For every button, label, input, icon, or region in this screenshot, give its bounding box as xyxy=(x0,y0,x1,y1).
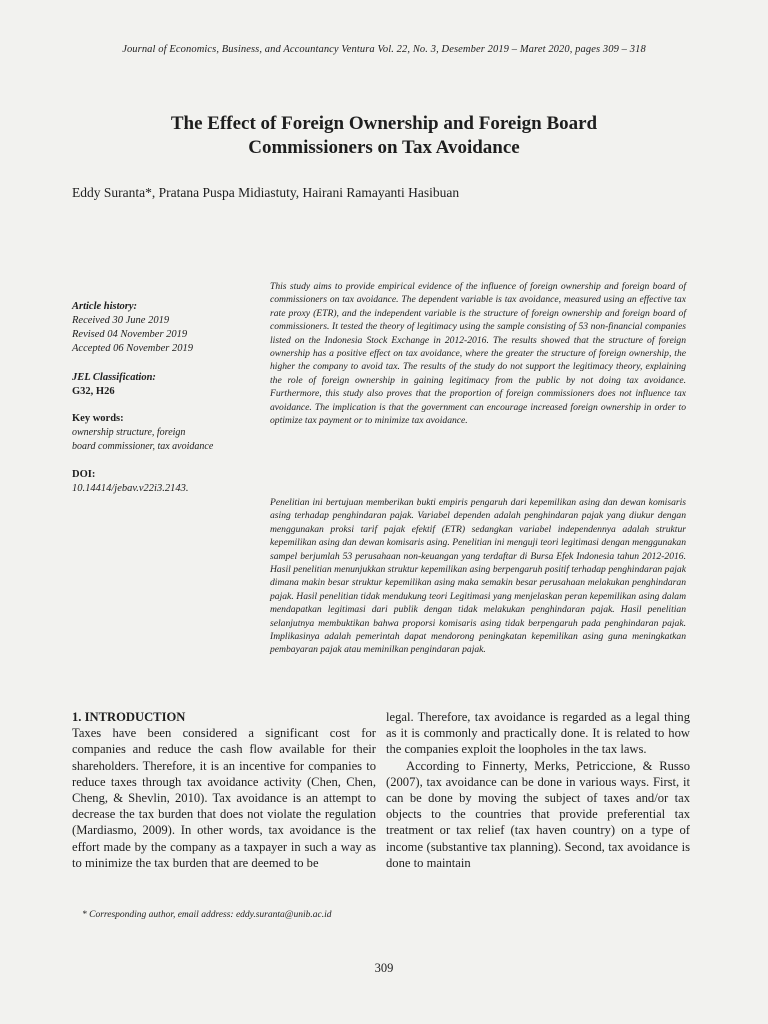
received-date: Received 30 June 2019 xyxy=(72,315,170,326)
author-list: Eddy Suranta*, Pratana Puspa Midiastuty, Hairani Ramayanti Hasibuan xyxy=(72,185,460,200)
abstract-english: This study aims to provide empirical evidence of the influence of foreign ownership and foreign board of commissioners on tax avoidance. The dependent variable is tax avoidance, measured using an effective tax rate proxy (ETR), and the independent variable is the structure of foreign ownership and foreign board of commissioners. It tested the theory of legitimacy using the sample consisting of 53 non-financial companies listed on the Indonesia Stock Exchange in 2012-2016. The results showed that the structure of foreign ownership has a positive effect on tax avoidance, where the greater the structure of foreign ownership, the higher the company to avoid tax. The results of the study do not support the legitimacy theory, explaining the role of foreign ownership in gaining legitimacy from the public by not doing tax avoidance. Furthermore, this study also proves that the proportion of foreign commissioners does not influence tax avoidance. The implication is that the government can encourage increased foreign ownership in order to optimize tax payment or to minimize tax avoidance. xyxy=(270,281,686,427)
keywords-label: Key words: xyxy=(72,413,124,424)
revised-date: Revised 04 November 2019 xyxy=(72,329,188,340)
title-line-2: Commissioners on Tax Avoidance xyxy=(248,137,520,158)
doi-link[interactable]: 10.14414/jebav.v22i3.2143. xyxy=(72,483,189,494)
article-history xyxy=(72,300,257,356)
jel-classification xyxy=(72,371,257,399)
keywords-line-1: ownership structure, foreign xyxy=(72,427,186,438)
history-label: Article history: xyxy=(72,301,138,312)
title-line-1: The Effect of Foreign Ownership and Foreign Board xyxy=(170,113,598,134)
keywords-block xyxy=(72,412,257,454)
intro-paragraph-2: legal. Therefore, tax avoidance is regarded as a legal thing as it is commonly and practically done. It is related to how the companies exploit the loopholes in the tax laws. xyxy=(386,710,690,757)
section-heading: 1. INTRODUCTION xyxy=(72,710,186,724)
journal-header: Journal of Economics, Business, and Accountancy Ventura Vol. 22, No. 3, Desember 2019 – Maret 2020, pages 309 – 318 xyxy=(122,44,646,55)
abstract-indonesian: Penelitian ini bertujuan memberikan bukti empiris pengaruh dari kepemilikan asing dan dewan komisaris asing terhadap penghindaran pajak. Variabel dependen adalah penghindaran pajak yang diukur dengan menggunakan proksi tarif pajak efektif (ETR) sedangkan variabel independennya adalah struktur kepemilikan asing dan dewan komisaris asing. Penelitian ini menguji teori legitimasi dengan menggunakan sampel berjumlah 53 perusahaan non-keuangan yang terdaftar di Bursa Efek Indonesia tahun 2012-2016. Hasil penelitian menunjukkan struktur kepemilikan asing berpengaruh positif terhadap penghindaran pajak dimana makin besar struktur kepemilikan asing maka semakin besar perusahaan melakukan penghindaran pajak. Hasil penelitian tidak mendukung teori Legitimasi yang menjelaskan peran kepemilikan asing dalam mendapatkan legitimasi dari publik dengan tidak melakukan penghindaran pajak. Hasil penelitian selanjutnya membuktikan bahwa proporsi komisaris asing tidak berpengaruh pada penghindaran pajak. Implikasinya adalah pemerintah dapat mendorong peningkatan kepemilikan asing guna meningkatkan pembayaran pajak atau meminilkan pengindaran pajak. xyxy=(270,497,686,656)
left-column xyxy=(72,709,376,871)
doi-block xyxy=(72,468,257,496)
corresponding-author-footnote: * Corresponding author, email address: eddy.suranta@unib.ac.id xyxy=(82,910,332,920)
intro-paragraph-3: According to Finnerty, Merks, Petriccione, & Russo (2007), tax avoidance can be done in various ways. First, it can be done by moving the subject of taxes and/or tax objects to the countries that provide preferential tax treatment or tax relief (tax haven country) on a type of income (substantive tax planning). Second, tax avoidance is done to maintain xyxy=(386,758,690,870)
page-number: 309 xyxy=(374,961,394,975)
paper-title xyxy=(90,112,678,160)
jel-label: JEL Classification: xyxy=(72,372,156,383)
jel-value: G32, H26 xyxy=(72,386,115,397)
intro-paragraph-1: Taxes have been considered a significant cost for companies and reduce the cash flow available for their shareholders. Therefore, it is an incentive for companies to reduce taxes through tax avoidance activity (Chen, Chen, Cheng, & Shevlin, 2010). Tax avoidance is an attempt to decrease the tax burden that does not violate the regulation (Mardiasmo, 2009). In other words, tax avoidance is the effort made by the company as a taxpayer in such a way as to minimize the tax burden that are deemed to be xyxy=(72,726,376,870)
keywords-line-2: board commissioner, tax avoidance xyxy=(72,441,214,452)
accepted-date: Accepted 06 November 2019 xyxy=(72,343,194,354)
right-column xyxy=(386,709,690,871)
doi-label: DOI: xyxy=(72,469,96,480)
